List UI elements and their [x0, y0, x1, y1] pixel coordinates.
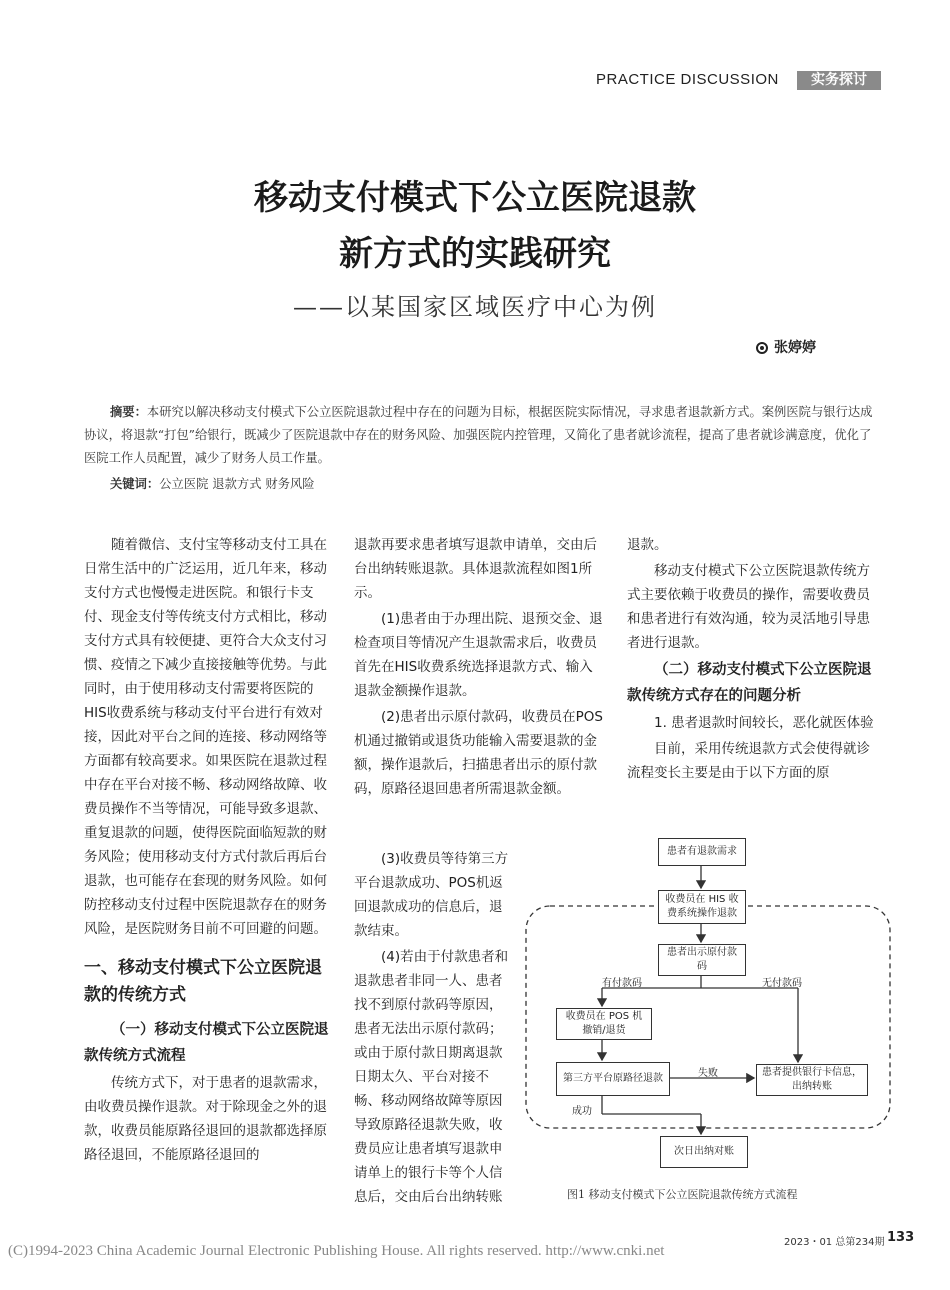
- flow-node-bank-transfer: 患者提供银行卡信息，出纳转账: [756, 1064, 868, 1096]
- subtitle: ——以某国家区域医疗中心为例: [293, 293, 657, 321]
- author: [756, 337, 816, 357]
- subsection-heading: （二）移动支付模式下公立医院退款传统方式存在的问题分析: [627, 662, 872, 704]
- footer-issue: 2023・01 总第234期: [784, 1237, 885, 1248]
- flow-node-show-code: 患者出示原付款码: [658, 944, 746, 976]
- figure-caption: 图1 移动支付模式下公立医院退款传统方式流程: [567, 1188, 798, 1201]
- paragraph: 1. 患者退款时间较长，恶化就医体验: [654, 715, 874, 731]
- flowchart: [522, 834, 894, 1174]
- flow-label-success: 成功: [572, 1106, 592, 1117]
- section-header-en: PRACTICE DISCUSSION: [596, 71, 779, 88]
- flow-node-his-refund: 收费员在 HIS 收费系统操作退款: [658, 890, 746, 924]
- title-line-1: 移动支付模式下公立医院退款: [254, 178, 696, 218]
- paragraph: (4)若由于付款患者和退款患者非同一人、患者找不到原付款码等原因，患者无法出示原付款码；或由于原付款日期离退款日期太久、平台对接不畅、移动网络故障等原因导致原路径退款失败，收费员应让患者填写退款申请单上的银行卡等个人信息后，交由后台出纳转账: [354, 949, 509, 1205]
- abstract: [84, 400, 882, 470]
- copyright-notice: (C)1994-2023 China Academic Journal Electronic Publishing House. All rights reserved. http://www.cnki.net: [8, 1243, 665, 1259]
- section-heading: 一、移动支付模式下公立医院退款的传统方式: [84, 958, 322, 1005]
- title-line-2: 新方式的实践研究: [339, 234, 611, 274]
- keywords: [110, 474, 315, 492]
- abstract-label: 摘要：: [110, 404, 147, 419]
- column-1: [84, 533, 334, 1167]
- flow-node-refund-request: 患者有退款需求: [658, 838, 746, 866]
- page-number: 133: [887, 1230, 915, 1245]
- author-mark-icon: [756, 342, 768, 354]
- section-tag: 实务探讨: [797, 71, 881, 90]
- paragraph: 移动支付模式下公立医院退款传统方式主要依赖于收费员的操作，需要收费员和患者进行有效沟通，较为灵活地引导患者进行退款。: [627, 563, 870, 651]
- paragraph: 随着微信、支付宝等移动支付工具在日常生活中的广泛运用，近几年来，移动支付方式也慢慢走进医院。和银行卡支付、现金支付等传统支付方式相比，移动支付方式具有较便捷、更符合大众支付习惯、疫情之下减少直接接触等优势。与此同时，由于使用移动支付需要将医院的HIS收费系统与移动支付平台进行有效对接，因此对平台之间的连接、移动网络等方面都有较高要求。如果医院在退款过程中存在平台对接不畅、移动网络故障、收费员操作不当等情况，可能导致多退款、重复退款的问题，使得医院面临短款的财务风险；使用移动支付方式付款后再后台退款，也可能存在套现的财务风险。如何防控移动支付过程中医院退款存在的财务风险，是医院财务目前不可回避的问题。: [84, 537, 327, 937]
- subsection-heading: （一）移动支付模式下公立医院退款传统方式流程: [84, 1022, 329, 1064]
- author-name: 张婷婷: [774, 340, 816, 356]
- column-2: [354, 533, 606, 801]
- paragraph: (1)患者由于办理出院、退预交金、退检查项目等情况产生退款需求后，收费员首先在HIS收费系统选择退款方式、输入退款金额操作退款。: [354, 611, 603, 699]
- abstract-text: 本研究以解决移动支付模式下公立医院退款过程中存在的问题为目标，根据医院实际情况，寻求患者退款新方式。案例医院与银行达成协议，将退款“打包”给银行，既减少了医院退款中存在的财务风险、加强医院内控管理，又简化了患者就诊流程，提高了患者就诊满意度，优化了医院工作人员配置，减少了财务人员工作量。: [84, 405, 873, 465]
- flowchart-connectors: [522, 834, 894, 1174]
- keywords-text: 公立医院 退款方式 财务风险: [159, 477, 315, 491]
- paragraph: 传统方式下，对于患者的退款需求，由收费员操作退款。对于除现金之外的退款，收费员能原路径退回的退款都选择原路径退回，不能原路径退回的: [84, 1075, 327, 1163]
- paragraph: (2)患者出示原付款码，收费员在POS机通过撤销或退货功能输入需要退款的金额，操作退款后，扫描患者出示的原付款码，原路径退回患者所需退款金额。: [354, 709, 603, 797]
- keywords-label: 关键词：: [110, 476, 160, 491]
- flow-node-reconcile: 次日出纳对账: [660, 1136, 748, 1168]
- paragraph: 退款再要求患者填写退款申请单，交由后台出纳转账退款。具体退款流程如图1所示。: [354, 537, 597, 601]
- column-2-narrow: [354, 847, 510, 1209]
- column-3: [627, 533, 881, 785]
- paragraph: (3)收费员等待第三方平台退款成功、POS机返回退款成功的信息后，退款结束。: [354, 851, 509, 939]
- paragraph: 目前，采用传统退款方式会使得就诊流程变长主要是由于以下方面的原: [627, 741, 870, 781]
- flow-label-has-code: 有付款码: [602, 978, 642, 989]
- flow-label-fail: 失败: [698, 1068, 718, 1079]
- paragraph: 退款。: [627, 537, 668, 553]
- flow-label-no-code: 无付款码: [762, 978, 802, 989]
- flow-node-pos-cancel: 收费员在 POS 机撤销/退货: [556, 1008, 652, 1040]
- flow-node-third-party: 第三方平台原路径退款: [556, 1062, 670, 1096]
